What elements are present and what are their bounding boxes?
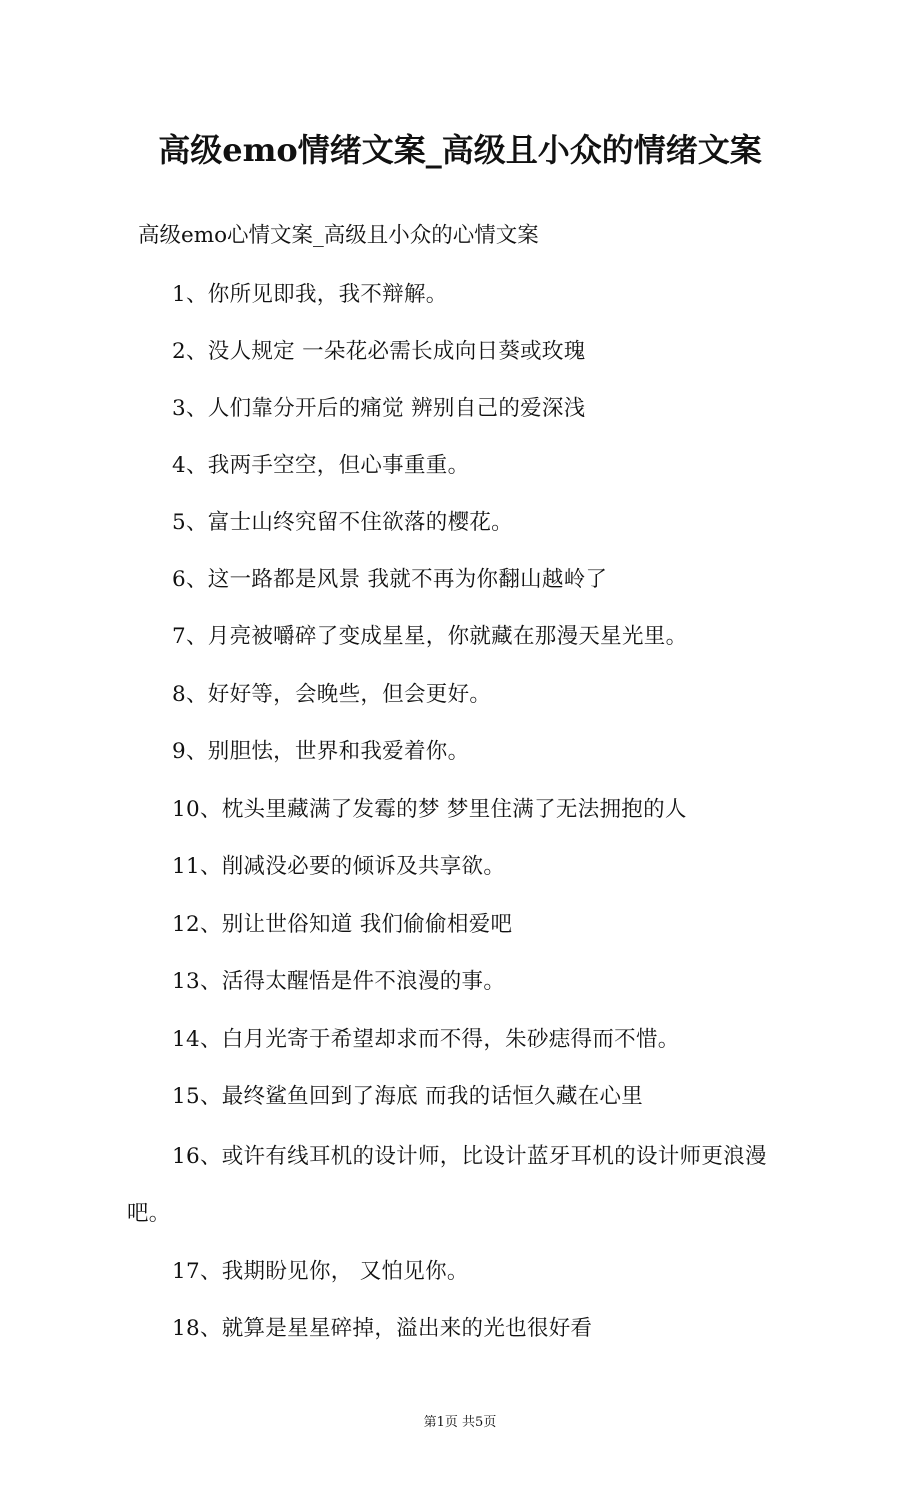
list-item: 14、白月光寄于希望却求而不得，朱砂痣得而不惜。: [172, 1027, 680, 1052]
document-subtitle: 高级emo心情文案_高级且小众的心情文案: [138, 223, 539, 248]
page-indicator: 第1页 共5页: [423, 1415, 497, 1430]
list-item: 7、月亮被嚼碎了变成星星，你就藏在那漫天星光里。: [172, 624, 688, 649]
list-item: 12、别让世俗知道 我们偷偷相爱吧: [172, 912, 513, 937]
list-item: 10、枕头里藏满了发霉的梦 梦里住满了无法拥抱的人: [172, 797, 687, 822]
list-item: 17、我期盼见你， 又怕见你。: [172, 1259, 469, 1284]
list-item: 3、人们靠分开后的痛觉 辨别自己的爱深浅: [172, 396, 586, 421]
list-item: 13、活得太醒悟是件不浪漫的事。: [172, 969, 506, 994]
list-item: 1、你所见即我，我不辩解。: [172, 282, 448, 307]
list-item: 16、或许有线耳机的设计师，比设计蓝牙耳机的设计师更浪漫吧。: [127, 1144, 767, 1226]
list-item: 6、这一路都是风景 我就不再为你翻山越岭了: [172, 567, 608, 592]
list-item: 11、削减没必要的倾诉及共享欲。: [172, 854, 506, 879]
list-item: 18、就算是星星碎掉，溢出来的光也很好看: [172, 1316, 593, 1341]
list-item: 4、我两手空空，但心事重重。: [172, 453, 470, 478]
list-item: 9、别胆怯，世界和我爱着你。: [172, 739, 470, 764]
list-item: 15、最终鲨鱼回到了海底 而我的话恒久藏在心里: [172, 1084, 644, 1109]
list-item: 2、没人规定 一朵花必需长成向日葵或玫瑰: [172, 339, 586, 364]
page-title: 高级emo情绪文案_高级且小众的情绪文案: [158, 131, 762, 169]
list-item: 8、好好等，会晚些，但会更好。: [172, 682, 492, 707]
list-item: 5、富士山终究留不住欲落的樱花。: [172, 510, 513, 535]
